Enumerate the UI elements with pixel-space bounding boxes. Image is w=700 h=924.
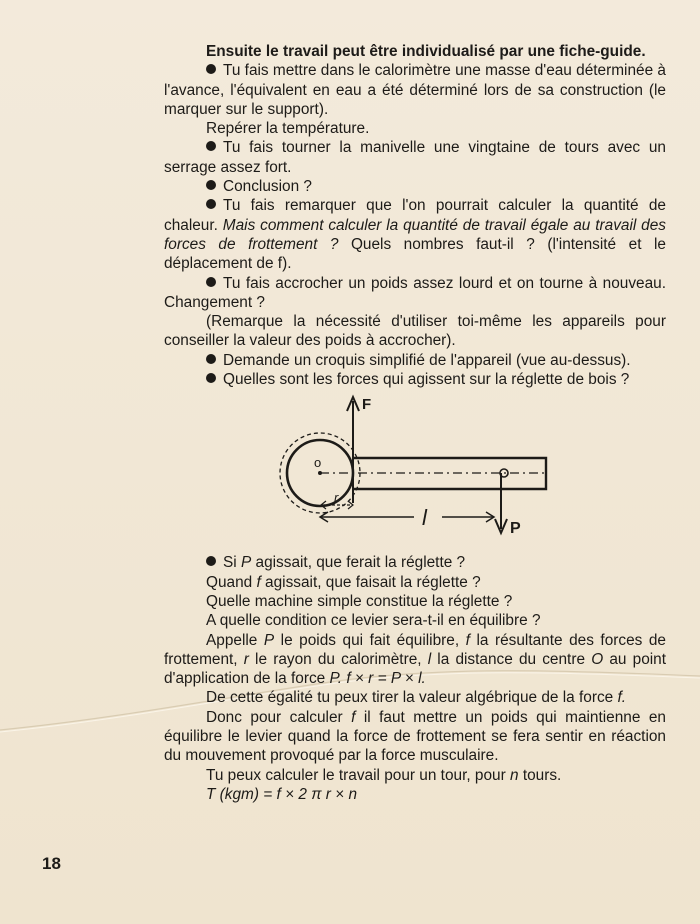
heading: Ensuite le travail peut être individualisé par une fiche-guide. bbox=[206, 43, 646, 60]
bullet-icon bbox=[206, 141, 216, 151]
bullet-icon bbox=[206, 180, 216, 190]
paragraph-calculate-f: Donc pour calculer f il faut mettre un poids qui maintienne en équilibre le levier quand la force de frottement se fera sentir en réaction du mouvement provoqué par la force musculaire. bbox=[164, 708, 666, 765]
label-l: l bbox=[422, 505, 427, 531]
paragraph-conclusion: Conclusion ? bbox=[164, 177, 666, 196]
bullet-icon bbox=[206, 373, 216, 383]
paragraph-forces: Quelles sont les forces qui agissent sur la réglette de bois ? bbox=[164, 370, 666, 389]
page-number: 18 bbox=[42, 854, 61, 873]
question-p: Si P agissait, que ferait la réglette ? bbox=[164, 553, 666, 572]
bullet-icon bbox=[206, 64, 216, 74]
paragraph-weight: Tu fais accrocher un poids assez lourd et on tourne à nouveau. Changement ? bbox=[164, 274, 666, 311]
paragraph-crank: Tu fais tourner la manivelle une vingtaine de tours avec un serrage assez fort. bbox=[164, 139, 666, 176]
label-r: r bbox=[334, 490, 339, 506]
paragraph-heat: Tu fais remarquer que l'on pourrait calculer la quantité de chaleur. Mais comment calculer la quantité de travail égale au travail des forces de frottement ? Quels nombres faut-il ? (l'intensité et le déplacement de f). bbox=[164, 197, 666, 273]
label-f-top: F bbox=[362, 396, 372, 414]
label-p: P bbox=[510, 520, 521, 538]
lever-diagram bbox=[164, 393, 666, 547]
paragraph-definitions: Appelle P le poids qui fait équilibre, f la résultante des forces de frottement, r le rayon du calorimètre, l la distance du centre O au point d'application de la force P. f × r = P × l. bbox=[164, 631, 667, 688]
paragraph-work: Tu peux calculer le travail pour un tour, pour n tours. bbox=[206, 766, 562, 784]
bullet-icon bbox=[206, 199, 216, 209]
paragraph-sketch: Demande un croquis simplifié de l'appareil (vue au-dessus). bbox=[164, 351, 666, 370]
paragraph-calorimeter: Tu fais mettre dans le calorimètre une masse d'eau déterminée à l'avance, l'équivalent en eau a été déterminé lors de sa construction (le marquer sur le support). bbox=[164, 62, 666, 118]
question-machine: Quelle machine simple constitue la réglette ? bbox=[206, 592, 513, 610]
paragraph-temperature: Repérer la température. bbox=[206, 120, 370, 138]
paragraph-equality: De cette égalité tu peux tirer la valeur algébrique de la force f. bbox=[206, 689, 627, 707]
formula: T (kgm) = f × 2 π r × n bbox=[206, 785, 358, 803]
bullet-icon bbox=[206, 556, 216, 566]
text-column bbox=[164, 42, 666, 804]
paragraph-remark: (Remarque la nécessité d'utiliser toi-même les appareils pour conseiller la valeur des poids à accrocher). bbox=[164, 313, 666, 350]
bullet-icon bbox=[206, 354, 216, 364]
label-o: o bbox=[314, 455, 322, 471]
bullet-icon bbox=[206, 277, 216, 287]
question-f: Quand f agissait, que faisait la réglette ? bbox=[206, 573, 481, 591]
lever-sketch bbox=[276, 393, 556, 547]
question-equilibrium: A quelle condition ce levier sera-t-il en équilibre ? bbox=[206, 612, 541, 630]
